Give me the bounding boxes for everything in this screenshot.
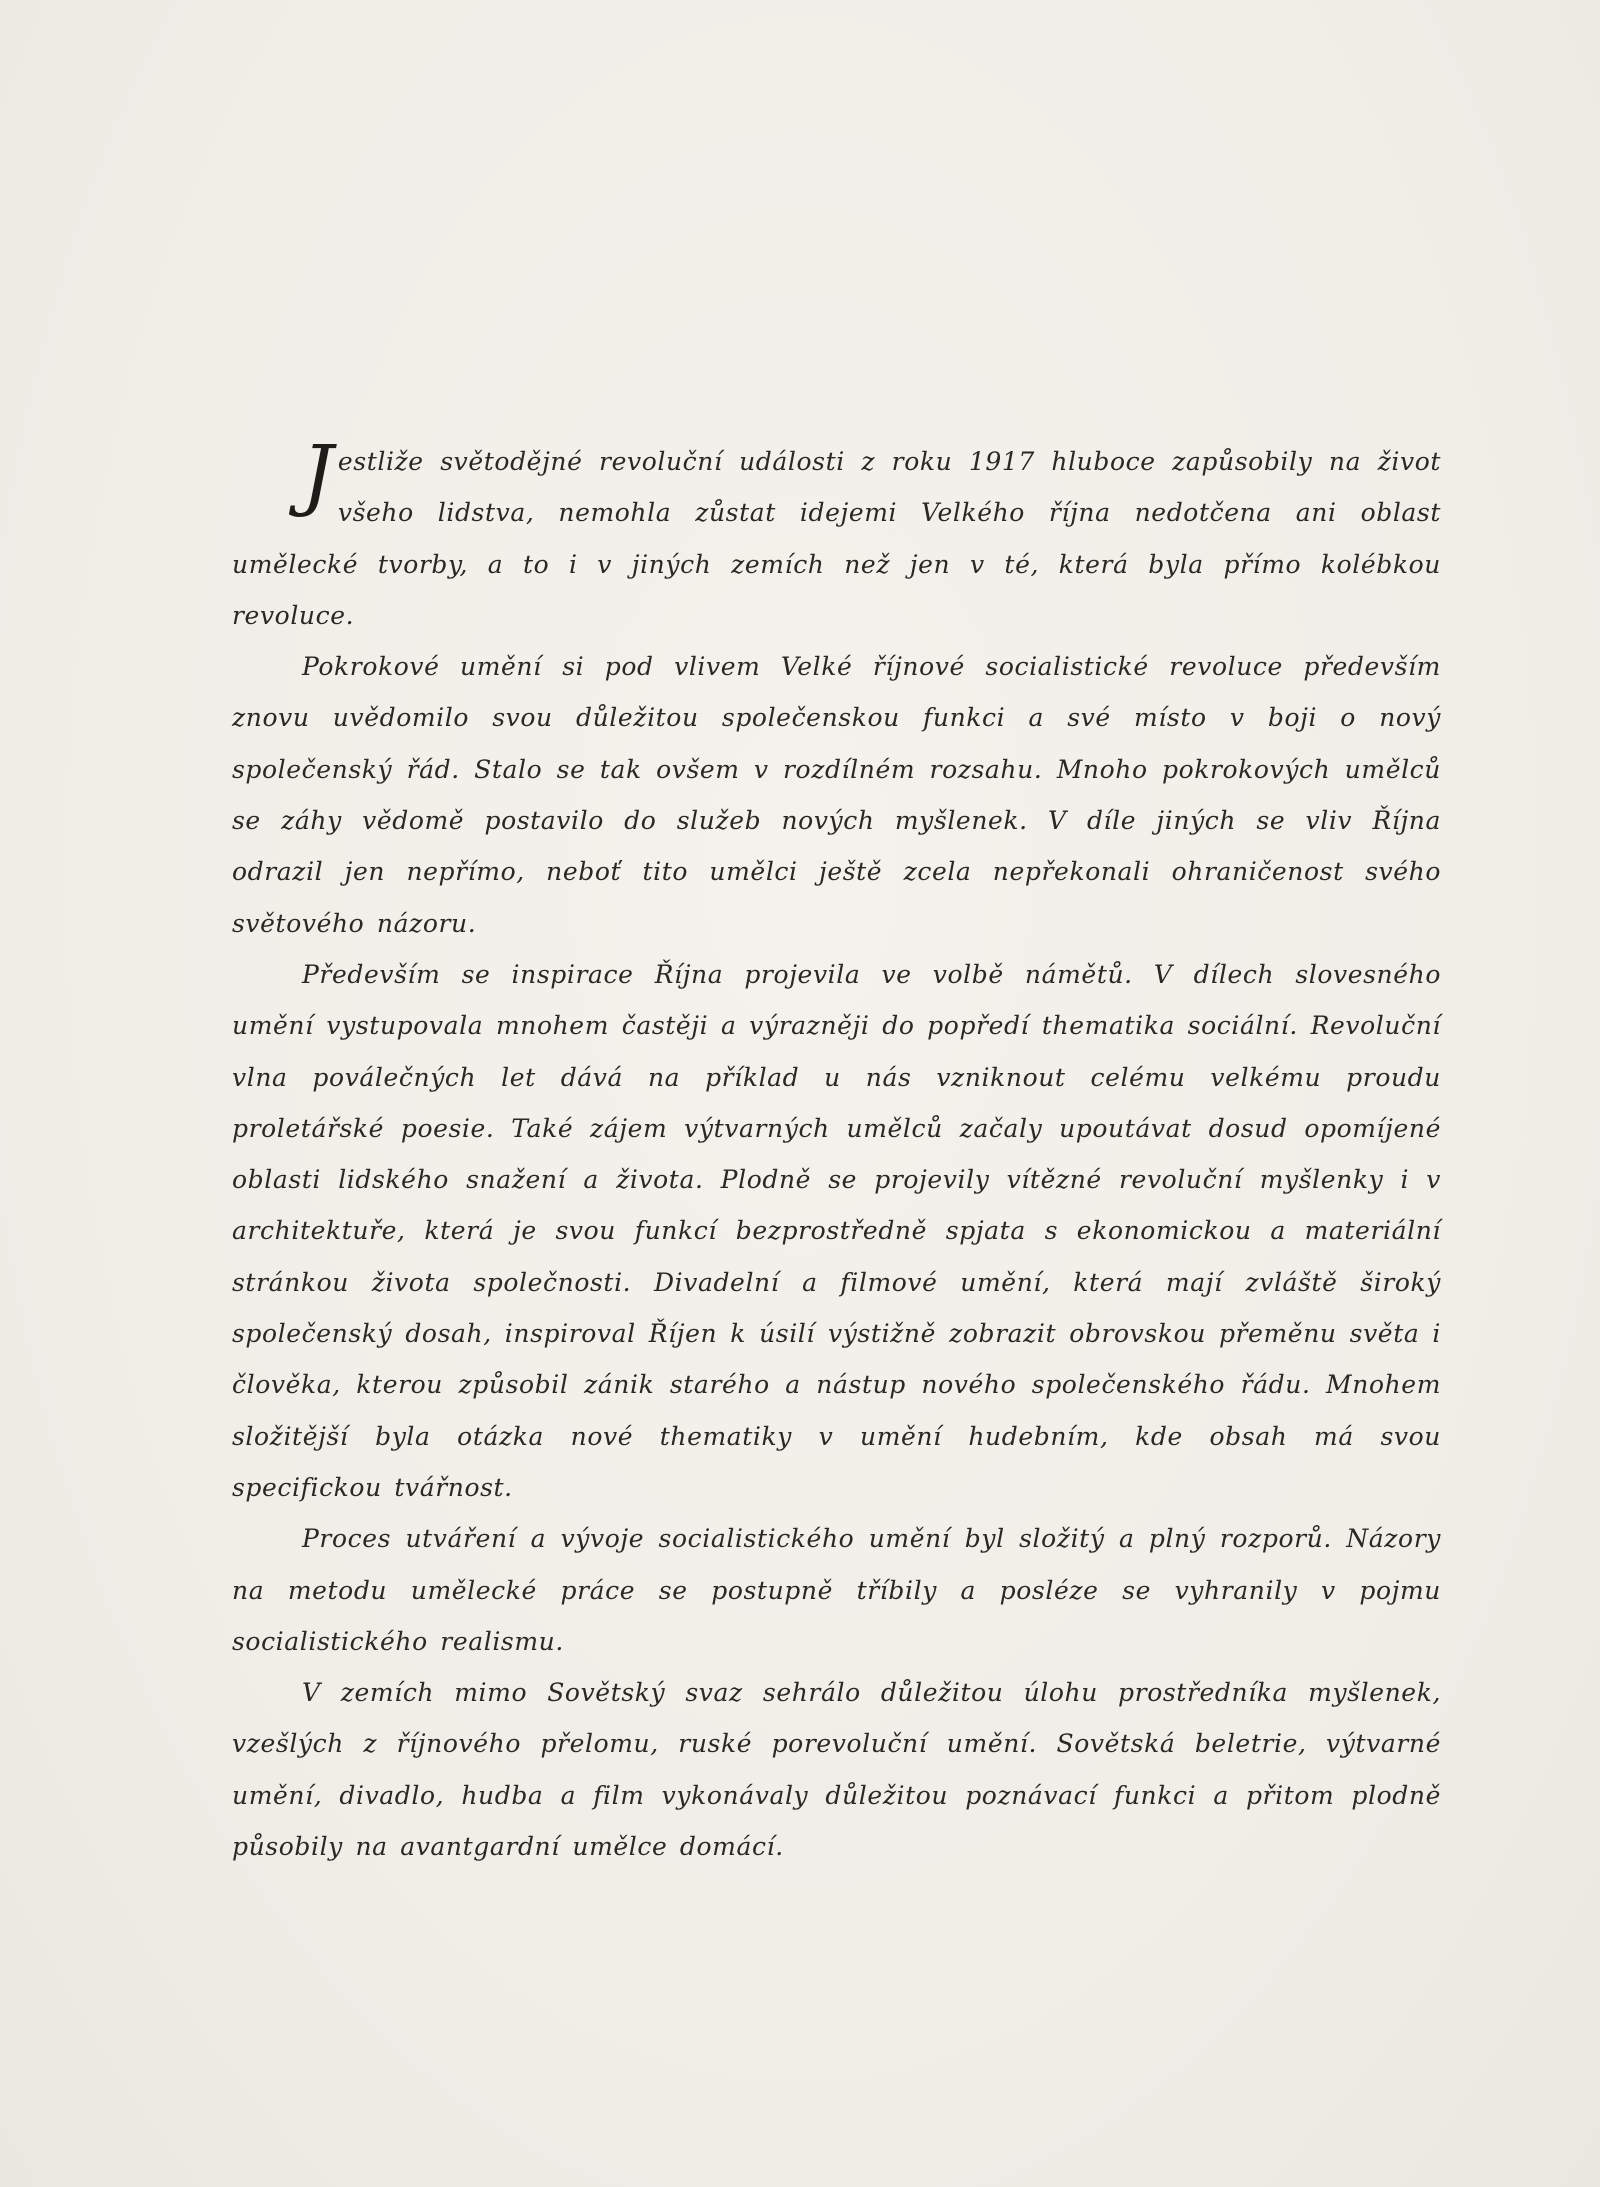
paragraph-5: V zemích mimo Sovětský svaz sehrálo důležitou úlohu prostředníka myšlenek, vzešlých z říjnového přelomu, ruské porevoluční umění. Sovětská beletrie, výtvarné umění, divadlo, hudba a film vykonávaly důležitou poznávací funkci a přitom plodně působily na avantgardní umělce domácí. [232, 1678, 1441, 1862]
paragraph-4: Proces utváření a vývoje socialistického umění byl složitý a plný rozporů. Názory na metodu umělecké práce se postupně tříbily a posléze se vyhranily v pojmu socialistického realismu. [232, 1524, 1441, 1656]
paragraph-3: Především se inspirace Října projevila ve volbě námětů. V dílech slovesného umění vystupovala mnohem častěji a výrazněji do popředí thematika sociální. Revoluční vlna poválečných let dává na příklad u nás vzniknout celému velkému proudu proletářské poesie. Také zájem výtvarných umělců začaly upoutávat dosud opomíjené oblasti lidského snažení a života. Plodně se projevily vítězné revoluční myšlenky i v architektuře, která je svou funkcí bezprostředně spjata s ekonomickou a materiální stránkou života společnosti. Divadelní a filmové umění, která mají zvláště široký společenský dosah, inspiroval Říjen k úsilí výstižně zobrazit obrovskou přeměnu světa i člověka, kterou způsobil zánik starého a nástup nového společenského řádu. Mnohem složitější byla otázka nové thematiky v umění hudebním, kde obsah má svou specifickou tvářnost. [232, 959, 1441, 1502]
paragraph-1 [232, 430, 1441, 641]
drop-cap: J [302, 430, 334, 520]
paragraph-2: Pokrokové umění si pod vlivem Velké říjnové socialistické revoluce především znovu uvědomilo svou důležitou společenskou funkci a své místo v boji o nový společenský řád. Stalo se tak ovšem v rozdílném rozsahu. Mnoho pokrokových umělců se záhy vědomě postavilo do služeb nových myšlenek. V díle jiných se vliv Října odrazil jen nepřímo, neboť tito umělci ještě zcela nepřekonali ohraničenost svého světového názoru. [232, 652, 1441, 938]
paragraph-1-text: estliže světodějné revoluční události z roku 1917 hluboce zapůsobily na život všeho lidstva, nemohla zůstat idejemi Velkého října nedotčena ani oblast umělecké tvorby, a to i v jiných zemích než jen v té, která byla přímo kolébkou revoluce. [232, 447, 1441, 630]
article-body [232, 430, 1441, 1872]
